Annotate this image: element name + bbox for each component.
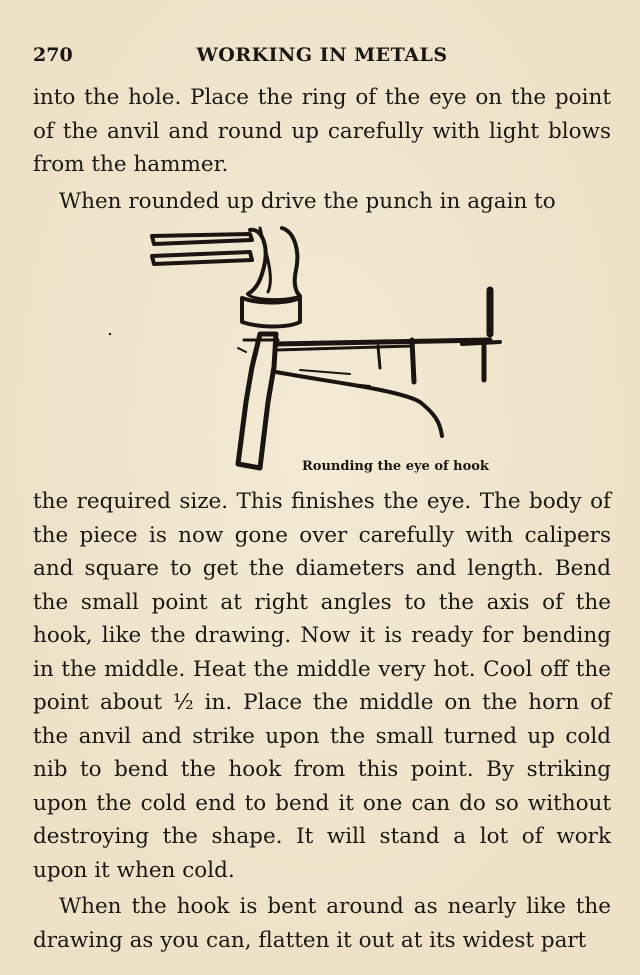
page-header	[33, 44, 611, 70]
hook-forging-drawing	[100, 222, 520, 482]
paragraph-2-start: When rounded up drive the punch in again to	[59, 188, 556, 214]
figure-caption: Rounding the eye of hook	[302, 459, 489, 474]
running-head: WORKING IN METALS	[196, 44, 448, 66]
paragraph-3: When the hook is bent around as nearly like the drawing as you can, flatten it out at its widest part	[33, 894, 611, 953]
paragraph-continued: into the hole. Place the ring of the eye on the point of the anvil and round up carefully with light blows from the hammer.	[33, 85, 611, 177]
page-number: 270	[33, 44, 73, 66]
figure-illustration	[100, 222, 520, 482]
paragraph-2-continued: the required size. This finishes the eye. The body of the piece is now gone over carefully with calipers and square to get the diameters and length. Bend the small point at right angles to the axis of the hook, like the drawing. Now it is ready for bending in the middle. Heat the middle very hot. Cool off the point about ½ in. Place the middle on the horn of the anvil and strike upon the small turned up cold nib to bend the hook from this point. By striking upon the cold end to bend it one can do so without destroying the shape. It will stand a lot of work upon it when cold.	[33, 489, 611, 883]
text-block-bottom	[33, 485, 611, 957]
text-block-top	[33, 81, 611, 218]
